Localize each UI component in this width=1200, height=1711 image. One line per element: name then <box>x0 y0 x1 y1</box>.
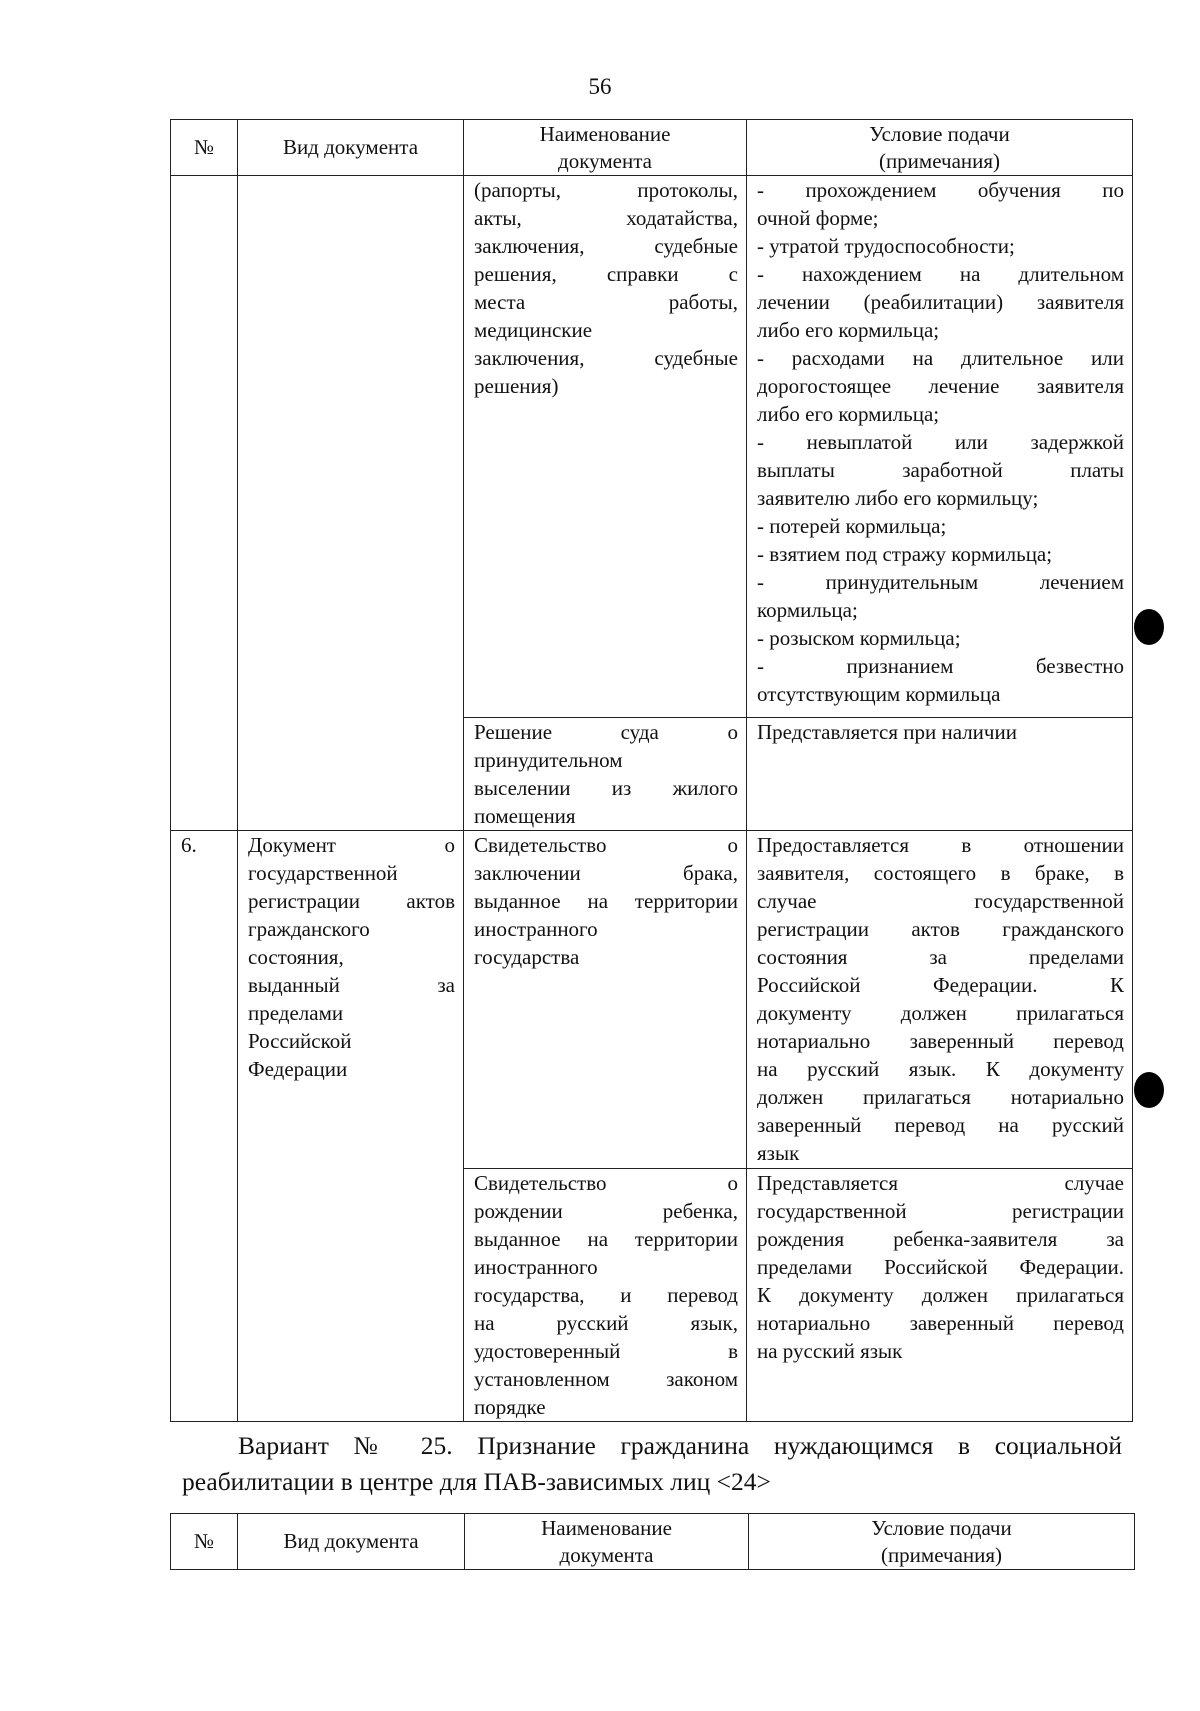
header-document-type: Вид документа <box>238 120 464 176</box>
cell-type-continued <box>238 176 464 718</box>
header-num: № <box>171 1514 238 1570</box>
table-header-row <box>171 120 1133 176</box>
cell-condition-birth-certificate: Представляется случае государственной регистрации рождения ребенка-заявителя за пределами Российской Федерации. К документу должен прилагаться нотариально заверенный перевод на русский язык <box>747 1169 1133 1422</box>
cell-name-marriage-certificate: Свидетельство о заключении брака, выданное на территории иностранного государства <box>464 831 747 1169</box>
cell-num-continued <box>171 176 238 718</box>
table-header-row <box>171 1514 1135 1570</box>
documents-table <box>170 119 1133 1422</box>
header-document-name: Наименование документа <box>464 120 747 176</box>
header-submission-condition: Условие подачи (примечания) <box>749 1514 1135 1570</box>
table-row <box>171 831 1133 1169</box>
binder-hole-mark <box>1134 1072 1164 1108</box>
table-row <box>171 1169 1133 1422</box>
cell-type-continued <box>238 1169 464 1422</box>
cell-condition-marriage-certificate: Предоставляется в отношении заявителя, состоящего в браке, в случае государственной регистрации актов гражданского состояния за пределами Российской Федерации. К документу должен прилагаться нотариально заверенный перевод на русский язык. К документу должен прилагаться нотариально заверенный перевод на русский язык <box>747 831 1133 1169</box>
page-number: 56 <box>588 74 612 99</box>
header-document-type: Вид документа <box>238 1514 465 1570</box>
cell-num-6: 6. <box>171 831 238 1169</box>
variant-heading: Вариант № 25. Признание гражданина нуждающимся в социальной реабилитации в центре для ПАВ-зависимых лиц <24> <box>182 1431 1122 1496</box>
header-document-name: Наименование документа <box>465 1514 749 1570</box>
cell-name-birth-certificate: Свидетельство о рождении ребенка, выданное на территории иностранного государства, и перевод на русский язык, удостоверенный в установленном законом порядке <box>464 1169 747 1422</box>
cell-name-eviction-decision: Решение суда о принудительном выселении из жилого помещения <box>464 718 747 831</box>
cell-type-continued <box>238 718 464 831</box>
cell-name-reports: (рапорты, протоколы, акты, ходатайства, заключения, судебные решения, справки с места работы, медицинские заключения, судебные решения) <box>464 176 747 718</box>
cell-condition-eviction-decision: Представляется при наличии <box>747 718 1133 831</box>
table-row <box>171 176 1133 718</box>
documents-table-next <box>170 1513 1135 1570</box>
header-submission-condition: Условие подачи (примечания) <box>747 120 1133 176</box>
cell-num-continued <box>171 1169 238 1422</box>
cell-condition-reports: - прохождением обучения по очной форме; - утратой трудоспособности; - нахождением на длительном лечении (реабилитации) заявителя либо его кормильца; - расходами на длительное или дорогостоящее лечение заявителя либо его кормильца; - невыплатой или задержкой выплаты заработной платы заявителю либо его кормильцу; - потерей кормильца; - взятием под стражу кормильца; - принудительным лечением кормильца; - розыском кормильца; - признанием безвестно отсутствующим кормильца <box>747 176 1133 718</box>
header-num: № <box>171 120 238 176</box>
table-row <box>171 718 1133 831</box>
binder-hole-mark <box>1134 609 1164 645</box>
cell-type-civil-registration: Документ о государственной регистрации актов гражданского состояния, выданный за пределами Российской Федерации <box>238 831 464 1169</box>
cell-num-continued <box>171 718 238 831</box>
